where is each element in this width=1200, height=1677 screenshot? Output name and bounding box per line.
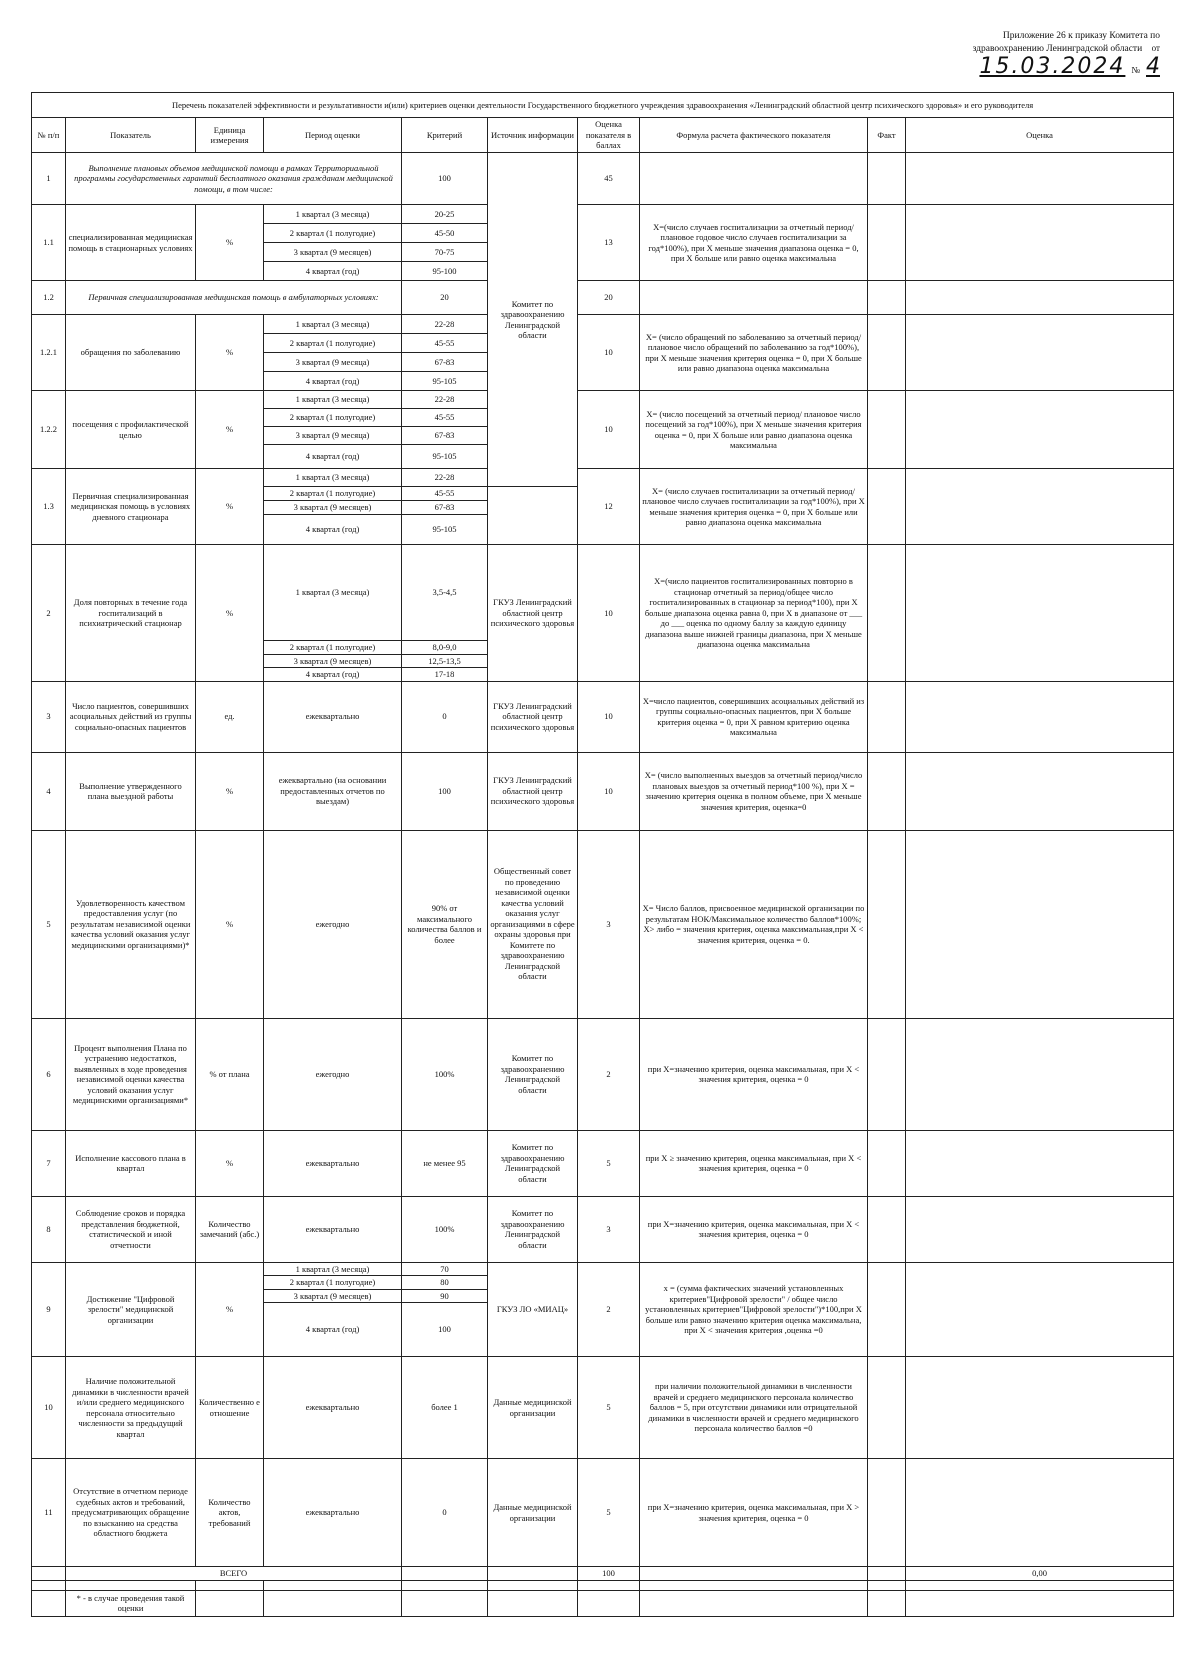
row-criterion: 45-50 [402,224,488,243]
row-source: ГКУЗ Ленинградский областной центр психического здоровья [488,752,578,830]
row-score: 2 [578,1262,640,1357]
row-period: ежеквартально [264,1459,402,1567]
row-fact [868,153,906,205]
row-unit: % [196,1130,264,1196]
row-unit: ед. [196,681,264,752]
row-period: 3 квартал (9 месяцев) [264,501,402,515]
col-assessment: Оценка [906,118,1174,153]
row-score: 45 [578,153,640,205]
row-formula: X= (число посещений за отчетный период/ плановое число посещений за год*100%), при X меньше значения критерия оценка = 0, при X больше или равно диапазона оценка максимальна [640,391,868,469]
row-period: 1 квартал (3 месяца) [264,391,402,409]
row-unit: % [196,391,264,469]
col-unit: Единица измерения [196,118,264,153]
row-criterion: 80 [402,1276,488,1290]
row-indicator: Достижение "Цифровой зрелости" медицинской организации [66,1262,196,1357]
row-criterion: 100% [402,1018,488,1130]
row-assessment [906,1130,1174,1196]
spacer-cell [868,1580,906,1590]
row-unit: % [196,830,264,1018]
row-formula: x = (сумма фактических значений установленных критериев"Цифровой зрелости" / общее число установленных критериев"Цифровой зрелости")*100,при X больше или равно значению критерия оценка максимальна, при X < значения критерия ,оценка =0 [640,1262,868,1357]
row-fact [868,1262,906,1357]
row-assessment [906,1459,1174,1567]
row-criterion: 90 [402,1289,488,1303]
document-header [870,30,1160,78]
footnote-num [32,1590,66,1616]
col-period: Период оценки [264,118,402,153]
row-assessment [906,1262,1174,1357]
row-fact [868,281,906,315]
row-period: 4 квартал (год) [264,445,402,469]
row-period: 2 квартал (1 полугодие) [264,487,402,501]
row-unit: % [196,545,264,682]
footnote-blank [640,1590,868,1616]
row-assessment [906,681,1174,752]
row-score: 2 [578,1018,640,1130]
row-num: 1 [32,153,66,205]
col-score: Оценка показателя в баллах [578,118,640,153]
row-assessment [906,391,1174,469]
footnote-blank [488,1590,578,1616]
row-assessment [906,205,1174,281]
footnote-blank [578,1590,640,1616]
row-criterion: 100 [402,752,488,830]
row-criterion: 100 [402,1303,488,1357]
total-source [488,1567,578,1581]
row-criterion: 0 [402,1459,488,1567]
row-period: 2 квартал (1 полугодие) [264,334,402,353]
row-assessment [906,830,1174,1018]
row-period: ежеквартально [264,681,402,752]
row-period: 2 квартал (1 полугодие) [264,224,402,243]
row-num: 4 [32,752,66,830]
row-assessment [906,1357,1174,1459]
spacer-cell [906,1580,1174,1590]
row-criterion: более 1 [402,1357,488,1459]
row-criterion: 8,0-9,0 [402,641,488,655]
row-score: 10 [578,391,640,469]
row-criterion: 22-28 [402,391,488,409]
row-num: 9 [32,1262,66,1357]
row-unit: Количественно е отношение [196,1357,264,1459]
row-period: 4 квартал (год) [264,372,402,391]
row-formula: при X ≥ значению критерия, оценка максимальная, при X < значения критерия, оценка = 0 [640,1130,868,1196]
row-period: 3 квартал (9 месяцев) [264,243,402,262]
row-indicator: Выполнение утвержденного плана выездной работы [66,752,196,830]
col-formula: Формула расчета фактического показателя [640,118,868,153]
footnote-blank [402,1590,488,1616]
row-indicator: Доля повторных в течение года госпитализаций в психиатрический стационар [66,545,196,682]
row-indicator: Процент выполнения Плана по устранению недостатков, выявленных в ходе проведения независимой оценки качества условий оказания услуг медицинскими организациями* [66,1018,196,1130]
row-criterion: 17-18 [402,668,488,682]
row-period: 4 квартал (год) [264,515,402,545]
spacer-cell [66,1580,196,1590]
row-indicator: Число пациентов, совершивших асоциальных действий из группы социально-опасных пациентов [66,681,196,752]
spacer-cell [640,1580,868,1590]
row-unit: Количество актов, требований [196,1459,264,1567]
row-score: 5 [578,1459,640,1567]
row-num: 6 [32,1018,66,1130]
row-score: 10 [578,315,640,391]
spacer-cell [196,1580,264,1590]
row-period: 1 квартал (3 месяца) [264,205,402,224]
row-period: 2 квартал (1 полугодие) [264,1276,402,1290]
row-num: 2 [32,545,66,682]
col-source: Источник информации [488,118,578,153]
footnote-blank [264,1590,402,1616]
row-assessment [906,469,1174,545]
row-formula: при X=значению критерия, оценка максимальная, при X > значения критерия, оценка = 0 [640,1459,868,1567]
row-period: 2 квартал (1 полугодие) [264,641,402,655]
row-fact [868,205,906,281]
row-period: ежеквартально [264,1196,402,1262]
row-indicator: Исполнение кассового плана в квартал [66,1130,196,1196]
row-num: 1.1 [32,205,66,281]
row-num: 7 [32,1130,66,1196]
row-period: ежегодно [264,830,402,1018]
row-unit: % [196,315,264,391]
number-sign: № [1131,65,1140,75]
row-formula: X=число пациентов, совершивших асоциальных действий из группы социально-опасных пациентов, при X больше критерия оценка = 0, при X равном критерию оценка максимальна [640,681,868,752]
row-criterion: не менее 95 [402,1130,488,1196]
row-formula: при наличии положительной динамики в численности врачей и среднего медицинского персонала количество баллов = 5, при отсутствии динамики или отрицательной динамики в численности врачей и среднего медицинского персонала количество баллов =0 [640,1357,868,1459]
row-formula: X= (число выполненных выездов за отчетный период/число плановых выездов за отчетный период*100 %), при X = значению критерия оценка в полном объеме, при X меньше значения критерия, оценка=0 [640,752,868,830]
row-source: Комитет по здравоохранению Ленинградской области [488,1130,578,1196]
row-formula [640,153,868,205]
total-label: ВСЕГО [66,1567,402,1581]
row-criterion: 70-75 [402,243,488,262]
table-title: Перечень показателей эффективности и результативности и(или) критериев оценки деятельности Государственного бюджетного учреждения здравоохранения «Ленинградский областной центр психического здоровья» и его руководителя [32,93,1174,118]
row-formula: X= Число баллов, присвоенное медицинской организации по результатам НОК/Максимальное количество баллов*100%; X> либо = значения критерия, оценка максимальная,при X < значения критерия, оценка = 0. [640,830,868,1018]
row-fact [868,830,906,1018]
row-assessment [906,1196,1174,1262]
row-fact [868,545,906,682]
row-num: 1.2.2 [32,391,66,469]
row-num: 11 [32,1459,66,1567]
row-source: Данные медицинской организации [488,1459,578,1567]
row-assessment [906,281,1174,315]
total-criterion [402,1567,488,1581]
row-score: 12 [578,469,640,545]
row-formula: при X=значению критерия, оценка максимальная, при X < значения критерия, оценка = 0 [640,1196,868,1262]
row-fact [868,315,906,391]
row-indicator: Отсутствие в отчетном периоде судебных актов и требований, предусматривающих обращение по взысканию на средства областного бюджета [66,1459,196,1567]
row-criterion: 67-83 [402,427,488,445]
row-criterion: 12,5-13,5 [402,654,488,668]
row-source: Комитет по здравоохранению Ленинградской области [488,1018,578,1130]
row-fact [868,1357,906,1459]
row-fact [868,1196,906,1262]
row-indicator: посещения с профилактической целью [66,391,196,469]
row-formula [640,281,868,315]
row-criterion: 95-105 [402,445,488,469]
row-source: Комитет по здравоохранению Ленинградской области [488,153,578,487]
row-period: 1 квартал (3 месяца) [264,1262,402,1276]
row-fact [868,1130,906,1196]
row-criterion: 67-83 [402,501,488,515]
row-unit: % [196,752,264,830]
row-criterion: 22-28 [402,315,488,334]
row-score: 3 [578,830,640,1018]
row-period: 4 квартал (год) [264,1303,402,1357]
spacer-cell [402,1580,488,1590]
row-period: ежеквартально (на основании предоставленных отчетов по выездам) [264,752,402,830]
row-unit: % от плана [196,1018,264,1130]
total-fact [868,1567,906,1581]
row-criterion: 3,5-4,5 [402,545,488,641]
row-score: 20 [578,281,640,315]
footnote-blank [196,1590,264,1616]
row-indicator: специализированная медицинская помощь в стационарных условиях [66,205,196,281]
row-source: ГКУЗ ЛО «МИАЦ» [488,1262,578,1357]
row-num: 5 [32,830,66,1018]
row-source: Общественный совет по проведению независимой оценки качества условий оказания услуг организациями в сфере охраны здоровья при Комитете по здравоохранению Ленинградской области [488,830,578,1018]
row-criterion: 20-25 [402,205,488,224]
row-period: 2 квартал (1 полугодие) [264,409,402,427]
row-unit: Количество замечаний (абс.) [196,1196,264,1262]
row-formula: X= (число обращений по заболеванию за отчетный период/ плановое число обращений по заболеванию за год*100%), при X меньше значения критерия оценка = 0, при X больше или равно диапазона оценка максимальна [640,315,868,391]
row-period: 3 квартал (9 месяцев) [264,1289,402,1303]
row-score: 3 [578,1196,640,1262]
row-formula: X=(число случаев госпитализации за отчетный период/ плановое годовое число случаев госпитализации за год*100%), при X меньше значения диапазона оценка = 0, при X больше или равно оценка максимальна [640,205,868,281]
row-source: Комитет по здравоохранению Ленинградской области [488,1196,578,1262]
row-num: 3 [32,681,66,752]
row-fact [868,469,906,545]
row-indicator: Удовлетворенность качеством предоставления услуг (по результатам независимой оценки качества условий оказания услуг медицинскими организациями)* [66,830,196,1018]
row-fact [868,1459,906,1567]
row-source: ГКУЗ Ленинградский областной центр психического здоровья [488,681,578,752]
total-assessment: 0,00 [906,1567,1174,1581]
row-criterion: 95-105 [402,372,488,391]
row-indicator: Первичная специализированная медицинская помощь в условиях дневного стационара [66,469,196,545]
row-num: 1.2.1 [32,315,66,391]
row-fact [868,1018,906,1130]
row-num: 1.3 [32,469,66,545]
row-period: ежеквартально [264,1357,402,1459]
row-indicator: Соблюдение сроков и порядка представления бюджетной, статистической и иной отчетности [66,1196,196,1262]
row-criterion: 67-83 [402,353,488,372]
spacer-cell [578,1580,640,1590]
row-criterion: 90% от максимального количества баллов и более [402,830,488,1018]
row-formula: при X=значению критерия, оценка максимальная, при X < значения критерия, оценка = 0 [640,1018,868,1130]
row-criterion: 45-55 [402,334,488,353]
row-period: 1 квартал (3 месяца) [264,545,402,641]
row-criterion: 45-55 [402,409,488,427]
row-unit: % [196,1262,264,1357]
row-fact [868,391,906,469]
footnote: * - в случае проведения такой оценки [66,1590,196,1616]
row-criterion: 70 [402,1262,488,1276]
row-criterion: 22-28 [402,469,488,487]
header-ot: от [1151,43,1160,53]
row-assessment [906,153,1174,205]
header-line-2: здравоохранению Ленинградской области [972,44,1143,54]
row-fact [868,681,906,752]
spacer-cell [32,1580,66,1590]
handwritten-date: 15.03.2024 [979,54,1126,79]
row-indicator: обращения по заболеванию [66,315,196,391]
spacer-cell [488,1580,578,1590]
row-score: 10 [578,752,640,830]
total-num [32,1567,66,1581]
row-criterion: 95-105 [402,515,488,545]
total-score: 100 [578,1567,640,1581]
row-source: ГКУЗ Ленинградский областной центр психического здоровья [488,545,578,682]
row-indicator: Первичная специализированная медицинская помощь в амбулаторных условиях: [66,281,402,315]
row-indicator: Выполнение плановых объемов медицинской помощи в рамках Территориальной программы государственных гарантий бесплатного оказания гражданам медицинской помощи, в том числе: [66,153,402,205]
row-indicator: Наличие положительной динамики в численности врачей и/или среднего медицинского персонала относительно численности за предыдущий квартал [66,1357,196,1459]
row-criterion: 100% [402,1196,488,1262]
row-score: 10 [578,681,640,752]
row-fact [868,752,906,830]
col-fact: Факт [868,118,906,153]
row-period: 3 квартал (9 месяца) [264,353,402,372]
criteria-table [31,92,1174,1617]
row-score: 5 [578,1357,640,1459]
row-criterion: 20 [402,281,488,315]
row-score: 13 [578,205,640,281]
row-num: 8 [32,1196,66,1262]
row-period: 3 квартал (9 месяцев) [264,654,402,668]
row-period: ежеквартально [264,1130,402,1196]
row-score: 5 [578,1130,640,1196]
footnote-blank [868,1590,906,1616]
row-period: 4 квартал (год) [264,262,402,281]
footnote-blank [906,1590,1174,1616]
spacer-cell [264,1580,402,1590]
row-source: Данные медицинской организации [488,1357,578,1459]
col-num: № п/п [32,118,66,153]
row-period: 1 квартал (3 месяца) [264,469,402,487]
col-indicator: Показатель [66,118,196,153]
row-assessment [906,1018,1174,1130]
header-line-1: Приложение 26 к приказу Комитета по [1002,31,1160,41]
row-period: ежегодно [264,1018,402,1130]
row-num: 1.2 [32,281,66,315]
row-criterion: 95-100 [402,262,488,281]
row-period: 4 квартал (год) [264,668,402,682]
col-criterion: Критерий [402,118,488,153]
row-formula: X= (число случаев госпитализации за отчетный период/ плановое число случаев госпитализации за год*100%), при X меньше значения критерия оценка = 0, при X больше или равно диапазона оценка максимальна [640,469,868,545]
row-period: 3 квартал (9 месяца) [264,427,402,445]
handwritten-number: 4 [1146,54,1160,79]
row-criterion: 100 [402,153,488,205]
row-criterion: 0 [402,681,488,752]
row-assessment [906,545,1174,682]
row-criterion: 45-55 [402,487,488,501]
row-num: 10 [32,1357,66,1459]
row-score: 10 [578,545,640,682]
row-formula: X=(число пациентов госпитализированных повторно в стационар отчетный за период/общее число госпитализированных в стационар за период*100), при X больше диапазона оценка равна 0, при X в диапазоне от ___ до ___ оценка по одному баллу за каждую единицу диапазона выше нижней границы диапазона, при X меньше диапазона оценка максимальна [640,545,868,682]
total-formula [640,1567,868,1581]
row-period: 1 квартал (3 месяца) [264,315,402,334]
row-unit: % [196,469,264,545]
row-assessment [906,315,1174,391]
row-unit: % [196,205,264,281]
row-assessment [906,752,1174,830]
